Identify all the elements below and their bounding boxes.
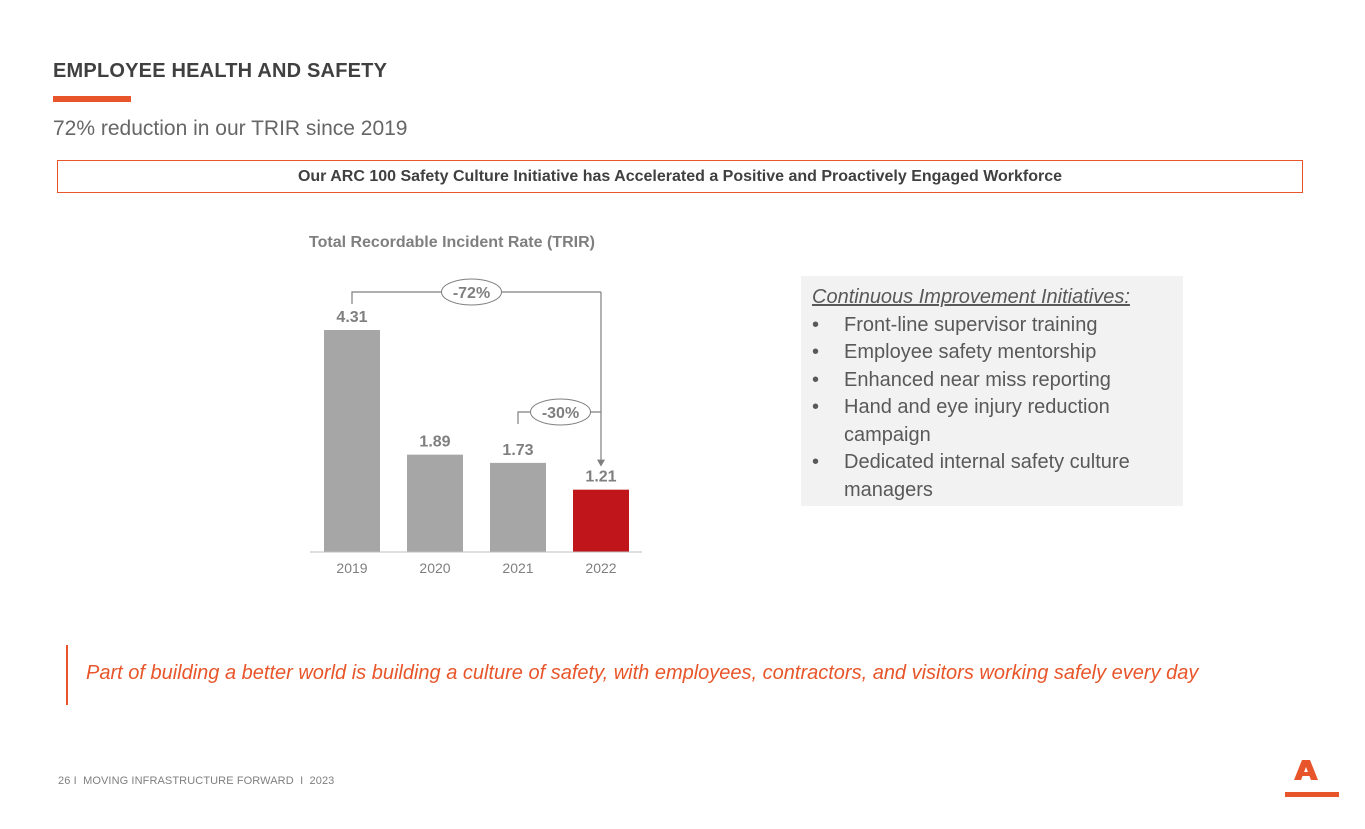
banner-text: Our ARC 100 Safety Culture Initiative has Accelerated a Positive and Proactively Engaged Workforce xyxy=(297,167,1063,185)
value-label-2021: 1.73 xyxy=(502,441,534,459)
page-number: 26 xyxy=(58,775,71,787)
x-tick-label-2020: 2020 xyxy=(419,560,451,576)
bar-2021 xyxy=(490,463,546,552)
initiatives-box xyxy=(801,276,1183,506)
initiative-item: • Enhanced near miss reporting xyxy=(812,367,1173,395)
page-subtitle: 72% reduction in our TRIR since 2019 xyxy=(53,117,408,140)
initiative-item: • Hand and eye injury reduction campaign xyxy=(812,394,1173,449)
footer-separator: I xyxy=(300,775,304,787)
value-label-2020: 1.89 xyxy=(419,433,451,451)
footer-year: 2023 xyxy=(309,775,335,787)
initiative-item: • Front-line supervisor training xyxy=(812,312,1173,340)
quote-accent-bar xyxy=(66,645,68,705)
initiative-item: • Dedicated internal safety culture managers xyxy=(812,449,1173,504)
initiative-item: • Employee safety mentorship xyxy=(812,339,1173,367)
footer-tagline: MOVING INFRASTRUCTURE FORWARD xyxy=(83,775,294,787)
bar-2020 xyxy=(407,455,463,552)
initiative-banner xyxy=(57,160,1303,193)
safety-quote: Part of building a better world is building a culture of safety, with employees, contractors, and visitors working safely every day xyxy=(86,662,1199,684)
initiatives-list xyxy=(812,312,1173,505)
footer-separator: I xyxy=(73,775,77,787)
bar-2019 xyxy=(324,330,380,552)
annotation-arrowhead xyxy=(597,460,605,467)
annotation-label-1: -30% xyxy=(541,405,580,422)
title-accent-bar xyxy=(53,96,131,102)
bar-2022 xyxy=(573,490,629,552)
initiatives-heading: Continuous Improvement Initiatives: xyxy=(812,286,1130,308)
x-tick-label-2019: 2019 xyxy=(336,560,368,576)
x-tick-label-2021: 2021 xyxy=(502,560,534,576)
footer xyxy=(58,775,334,787)
annotation-label-0: -72% xyxy=(452,285,491,302)
trir-bar-chart xyxy=(290,260,660,590)
value-label-2019: 4.31 xyxy=(336,309,368,326)
page-title: EMPLOYEE HEALTH AND SAFETY xyxy=(53,60,388,82)
chart-title: Total Recordable Incident Rate (TRIR) xyxy=(309,234,595,251)
company-logo-icon xyxy=(1285,758,1339,800)
x-tick-label-2022: 2022 xyxy=(585,560,617,576)
value-label-2022: 1.21 xyxy=(585,468,617,486)
